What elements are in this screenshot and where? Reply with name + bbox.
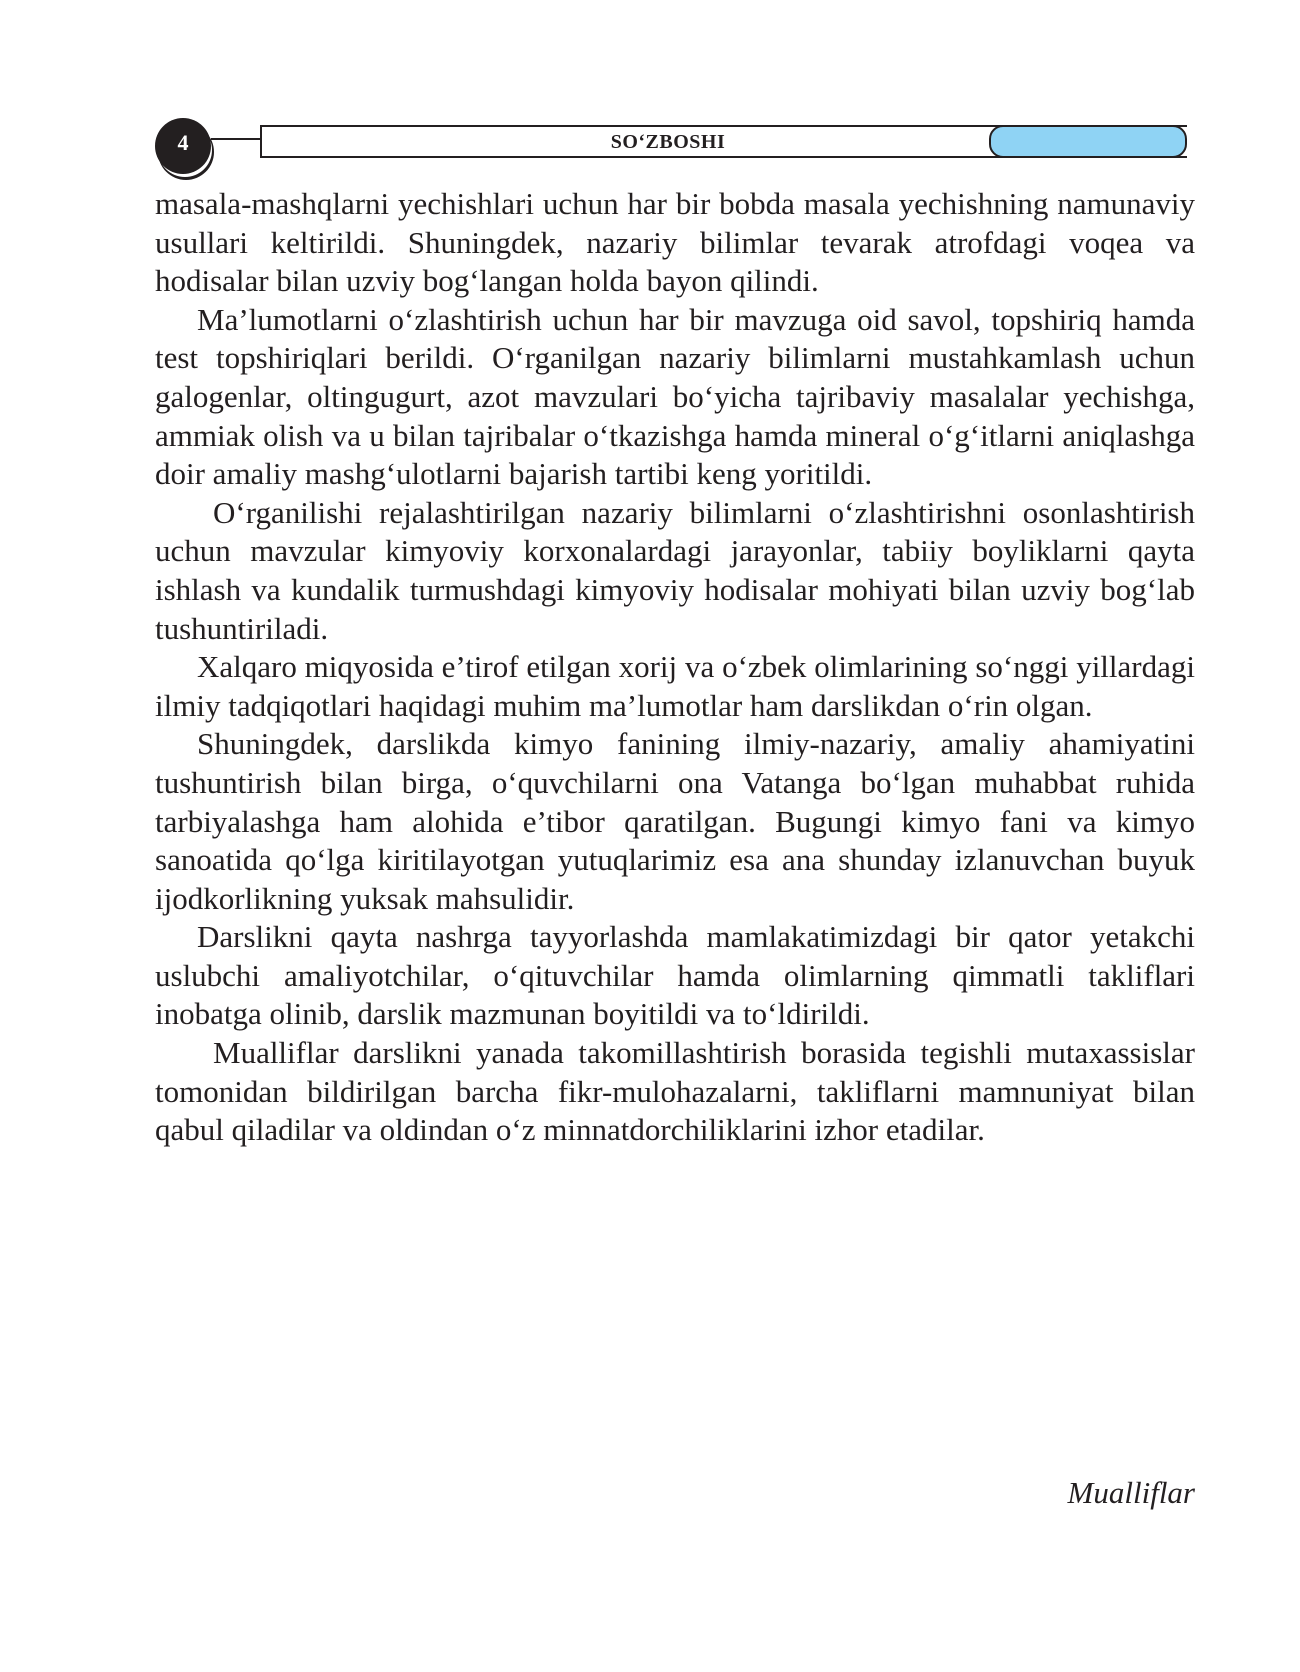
paragraph-2: Ma’lumotlarni o‘zlashtirish uchun har bir mavzuga oid savol, topshiriq hamda test topshiriqlari berildi. O‘rganilgan nazariy bilimlarni mustahkamlash uchun galogenlar, oltingugurt, azot mavzulari bo‘yicha tajribaviy masalalar yechishga, ammiak olish va u bilan tajribalar o‘tkazishga hamda mineral o‘g‘itlarni aniqlashga doir amaliy mashg‘ulotlarni bajarish tartibi keng yoritildi. <box>155 301 1195 492</box>
body-text <box>155 185 1195 1150</box>
running-header <box>155 118 1193 174</box>
authors-signature: Mualliflar <box>1067 1475 1195 1510</box>
paragraph-5: Shuningdek, darslikda kimyo fanining ilmiy-nazariy, amaliy ahamiyatini tushuntirish bilan birga, o‘quvchilarni ona Vatanga bo‘lgan muhabbat ruhida tarbiyalashga ham alohida e’tibor qaratilgan. Bugungi kimyo fani va kimyo sanoatida qo‘lga kiritilayotgan yutuqlarimiz esa ana shunday izlanuvchan buyuk ijodkorlikning yuksak mahsulidir. <box>155 726 1195 916</box>
paragraph-4: Xalqaro miqyosida e’tirof etilgan xorij va o‘zbek olimlarining so‘nggi yillardagi ilmiy tadqiqotlari haqidagi muhim ma’lumotlar ham darslikdan o‘rin olgan. <box>155 649 1195 723</box>
page-number: 4 <box>155 118 211 174</box>
header-connector-line <box>211 138 263 140</box>
paragraph-6: Darslikni qayta nashrga tayyorlashda mamlakatimizdagi bir qator yetakchi uslubchi amaliyotchilar, o‘qituvchilar hamda olimlarning qimmatli takliflari inobatga olinib, darslik mazmunan boyitildi va to‘ldirildi. <box>155 919 1195 1032</box>
paragraph-7: Mualliflar darslikni yanada takomillashtirish borasida tegishli mutaxassislar tomonidan bildirilgan barcha fikr-mulohazalarni, takliflarni mamnuniyat bilan qabul qiladilar va oldindan o‘z minnatdorchiliklarini izhor etadilar. <box>155 1035 1195 1148</box>
paragraph-1: masala-mashqlarni yechishlari uchun har bir bobda masala yechishning namunaviy usullari keltirildi. Shuningdek, nazariy bilimlar tevarak atrofdagi voqea va hodisalar bilan uzviy bog‘langan holda bayon qilindi. <box>155 186 1195 299</box>
section-title: SO‘ZBOSHI <box>610 131 726 153</box>
paragraph-3: O‘rganilishi rejalashtirilgan nazariy bilimlarni o‘zlashtirishni osonlashtirish uchun mavzular kimyoviy korxonalardagi jarayonlar, tabiiy boyliklarni qayta ishlash va kundalik turmushdagi kimyoviy hodisalar mohiyati bilan uzviy bog‘lab tushuntiriladi. <box>155 494 1195 646</box>
